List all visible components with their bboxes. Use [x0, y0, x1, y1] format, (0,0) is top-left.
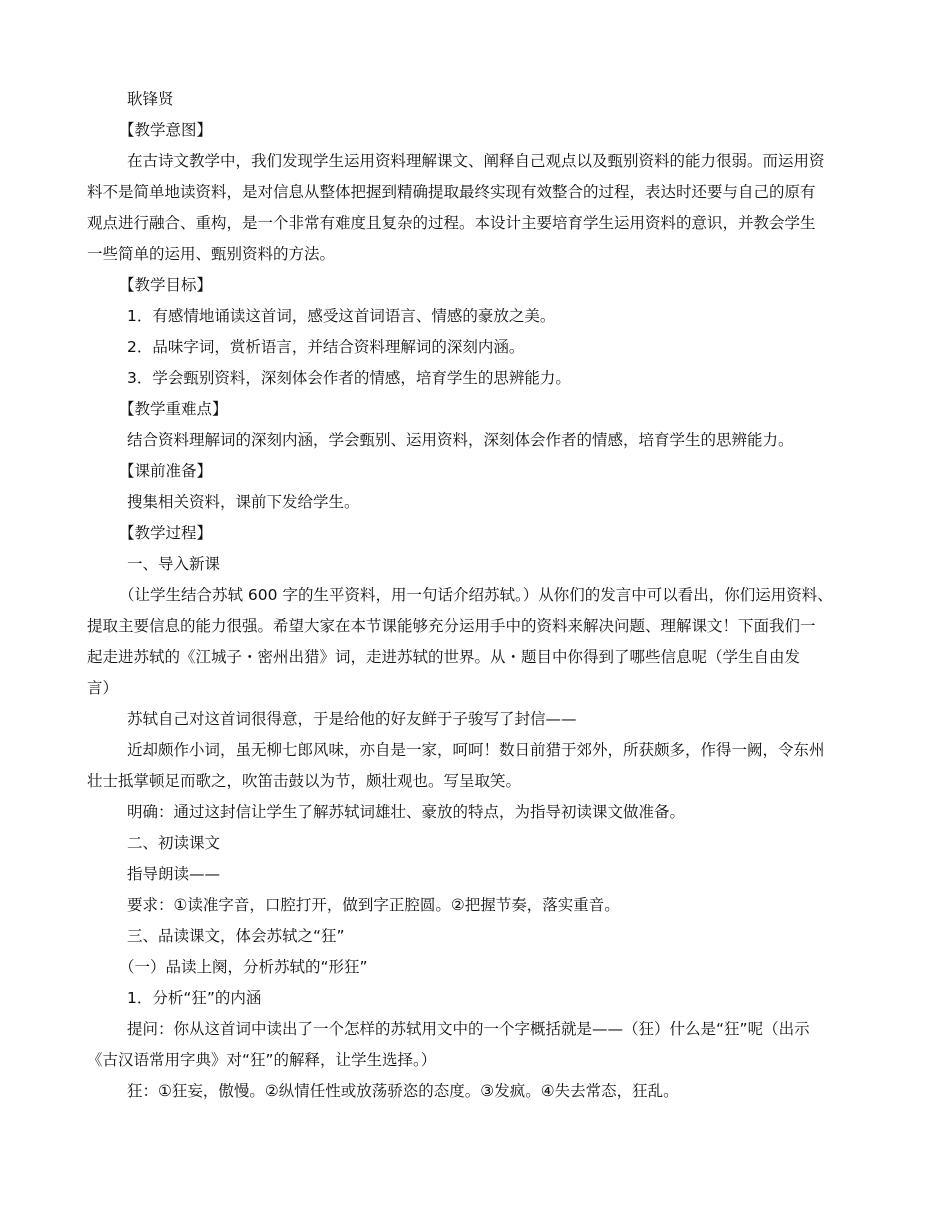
- letter-intro: 苏轼自己对这首词很得意，于是给他的好友鲜于子骏写了封信——: [127, 710, 577, 728]
- clarify-text: 明确：通过这封信让学生了解苏轼词雄壮、豪放的特点，为指导初读课文做准备。: [127, 803, 686, 821]
- question-line: 《古汉语常用字典》对“狂”的解释，让学生选择。）: [87, 1051, 437, 1069]
- prep-text: 搜集相关资料，课前下发给学生。: [127, 493, 360, 511]
- keypoints-text: 结合资料理解词的深刻内涵，学会甄别、运用资料，深刻体会作者的情感，培育学生的思辨能力。: [127, 431, 794, 449]
- letter-quote-line: 近却颇作小词，虽无柳七郎风味，亦自是一家，呵呵！数日前猎于郊外，所获颇多，作得一阙，令东州: [127, 741, 825, 759]
- intent-heading: 【教学意图】: [119, 121, 213, 139]
- process-heading: 【教学过程】: [119, 524, 213, 542]
- step2-heading: 二、初读课文: [127, 834, 221, 852]
- prep-heading: 【课前准备】: [119, 462, 213, 480]
- goals-heading: 【教学目标】: [119, 276, 213, 294]
- intent-paragraph-line: 料不是简单地读资料，是对信息从整体把握到精确提取最终实现有效整合的过程，表达时还要与自己的原有: [87, 183, 816, 201]
- intent-paragraph-line: 一些简单的运用、甄别资料的方法。: [87, 245, 336, 263]
- step1-paragraph-line: 起走进苏轼的《江城子・密州出猎》词，走进苏轼的世界。从・题目中你得到了哪些信息呢（学生自由发: [87, 648, 801, 666]
- step3-point: 1．分析“狂”的内涵: [127, 989, 262, 1007]
- intent-paragraph-line: 在古诗文教学中，我们发现学生运用资料理解课文、阐释自己观点以及甄别资料的能力很弱。而运用资: [127, 152, 825, 170]
- intent-paragraph-line: 观点进行融合、重构，是一个非常有难度且复杂的过程。本设计主要培育学生运用资料的意识，并教会学生: [87, 214, 816, 232]
- author-name: 耿锋贤: [127, 90, 174, 108]
- step1-heading: 一、导入新课: [127, 555, 221, 573]
- step1-paragraph-line: 提取主要信息的能力很强。希望大家在本节课能够充分运用手中的资料来解决问题、理解课文！下面我们一: [87, 617, 816, 635]
- step2-guide: 指导朗读——: [127, 865, 221, 883]
- step2-requirement: 要求：①读准字音，口腔打开，做到字正腔圆。②把握节奏，落实重音。: [127, 896, 620, 914]
- question-line: 提问：你从这首词中读出了一个怎样的苏轼用文中的一个字概括就是——（狂）什么是“狂”呢（出示: [127, 1020, 810, 1038]
- goal-item: 2．品味字词，赏析语言，并结合资料理解词的深刻内涵。: [127, 338, 525, 356]
- letter-quote-line: 壮士抵掌顿足而歌之，吹笛击鼓以为节，颇壮观也。写呈取笑。: [87, 772, 522, 790]
- definition-text: 狂：①狂妄，傲慢。②纵情任性或放荡骄恣的态度。③发疯。④失去常态，狂乱。: [127, 1082, 679, 1100]
- step3-subheading: （一）品读上阕，分析苏轼的“形狂”: [119, 958, 368, 976]
- step3-heading: 三、品读课文，体会苏轼之“狂”: [127, 927, 345, 945]
- goal-item: 3．学会甄别资料，深刻体会作者的情感，培育学生的思辨能力。: [127, 369, 571, 387]
- step1-paragraph-line: （让学生结合苏轼 600 字的生平资料，用一句话介绍苏轼。）从你们的发言中可以看出，你们运用资料、: [119, 586, 833, 604]
- goal-item: 1．有感情地诵读这首词，感受这首词语言、情感的豪放之美。: [127, 307, 556, 325]
- step1-paragraph-line: 言）: [87, 679, 119, 697]
- keypoints-heading: 【教学重难点】: [119, 400, 228, 418]
